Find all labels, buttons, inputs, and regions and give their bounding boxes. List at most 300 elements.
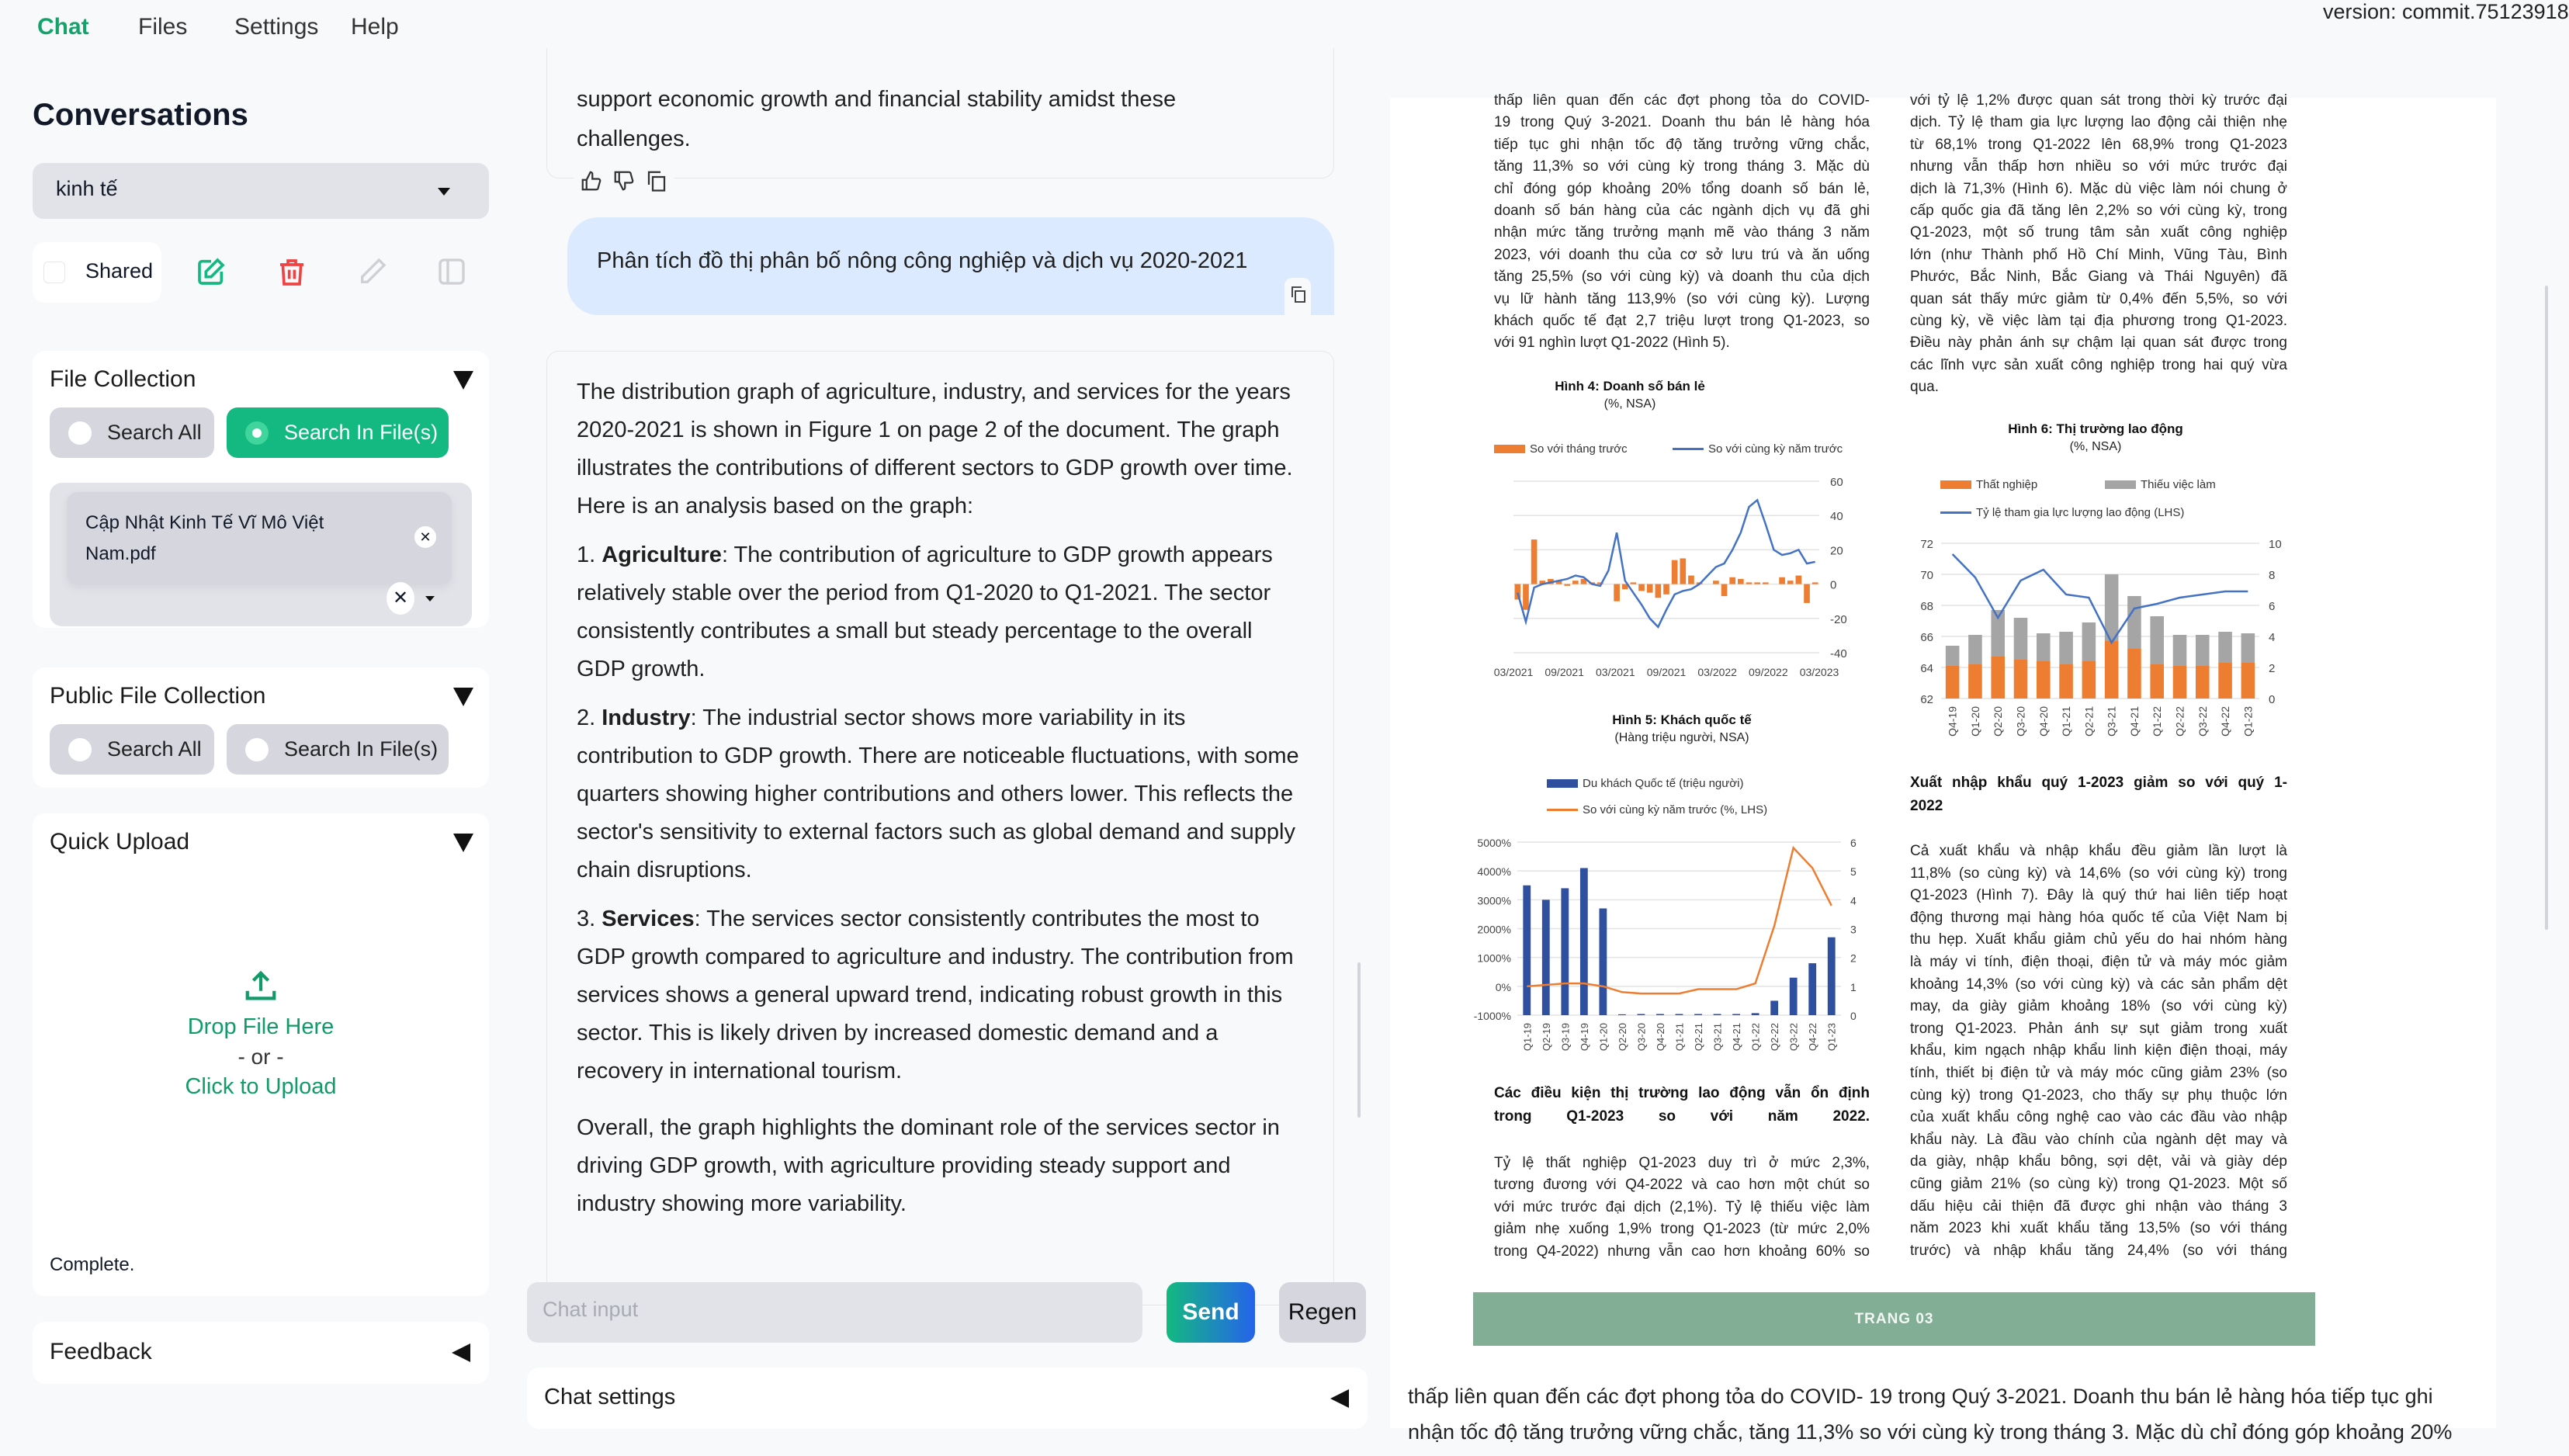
bar (1631, 582, 1637, 584)
y-left-tick-label: 5000% (1477, 837, 1511, 849)
figure-6-chart (1920, 538, 2282, 737)
bar (1655, 584, 1662, 598)
y-left-tick-label: 3000% (1477, 894, 1511, 907)
x-tick-label: Q4-22 (2219, 706, 2232, 737)
y-tick-label: 40 (1830, 510, 1843, 524)
bar (1676, 1014, 1683, 1015)
y-left-tick-label: 2000% (1477, 923, 1511, 936)
item-number: 2. (577, 705, 602, 730)
bar-unemployment (2059, 664, 2073, 699)
y-right-tick-label: 4 (1850, 894, 1857, 907)
doc-line: da giày, nhập khẩu bông, sợi dệt, vải và giày dép (1910, 1153, 2287, 1170)
y-left-tick-label: 62 (1920, 693, 1933, 706)
bar (1656, 1014, 1664, 1015)
bar-unemployment (2218, 663, 2232, 699)
x-tick-label: 09/2021 (1545, 666, 1584, 678)
item-text: : The services sector consistently contributes the most to GDP growth compared to agriculture and industry. The contribution from services shows a general upward trend, indicating robust growth in this sector. This is likely driven by increased domestic demand and a recovery in international tourism. (577, 907, 1294, 1083)
doc-line: cùng kỳ) trong Q1-2023, cho thấy sự phụ thuộc lớn (1910, 1087, 2287, 1104)
legend-item (1494, 442, 1628, 456)
pencil-icon[interactable] (357, 256, 388, 287)
y-tick-label: 20 (1830, 544, 1843, 558)
series-line (1527, 848, 1831, 993)
x-tick-label: Q3-19 (1559, 1023, 1572, 1052)
x-tick-label: Q1-23 (2241, 706, 2255, 737)
doc-line: 2023, với doanh thu của cơ sở lưu trú và ăn uống (1494, 246, 1870, 263)
x-tick-label: Q4-22 (1807, 1023, 1819, 1052)
doc-line: Phước, Bắc Ninh, Bắc Giang và Thái Nguyên) đã (1910, 269, 2287, 286)
doc-line: may, da giày giảm khoảng 18% (so với cùng kỳ) (1910, 998, 2287, 1015)
x-tick-label: Q4-21 (1731, 1023, 1743, 1052)
thumbs-down-icon[interactable] (612, 169, 636, 192)
doc-line: động thương mại hàng hóa quốc tế của Việt Nam bị (1910, 909, 2287, 926)
response-item (577, 699, 1304, 889)
x-tick-label: Q2-20 (1992, 706, 2005, 737)
legend-label: So với cùng kỳ năm trước (1708, 442, 1843, 456)
doc-line: nhận mức tăng trưởng mạnh mẽ vào tháng 3 năm (1494, 224, 1870, 241)
bar-unemployment (2082, 661, 2096, 699)
doc-line: doanh số bán hàng của các ngành dịch vụ đã ghi (1494, 203, 1870, 219)
bar (1672, 560, 1678, 584)
radio-label: Search In File(s) (284, 421, 439, 444)
bar (1638, 584, 1645, 591)
y-right-tick-label: 0 (2269, 693, 2276, 706)
legend-item (1940, 478, 2037, 491)
radio-selected-icon (245, 421, 269, 445)
legend-label: Thất nghiệp (1976, 478, 2038, 491)
tab-help[interactable]: Help (351, 14, 399, 40)
upload-dropzone[interactable] (33, 969, 489, 1124)
y-left-tick-label: 0% (1495, 980, 1511, 993)
bar-underemployment (2196, 635, 2210, 666)
doc-line: quan sát thấy mức giảm từ 0,4% đến 5,5%, so với (1910, 290, 2287, 307)
legend-label: Du khách Quốc tế (triệu người) (1583, 777, 1744, 790)
figure-subtitle: (%, NSA) (1603, 397, 1656, 411)
legend-swatch (1940, 511, 1971, 514)
legend-swatch (1547, 809, 1578, 811)
figure-subtitle: (%, NSA) (2069, 440, 2122, 453)
x-tick-label: 03/2021 (1596, 666, 1635, 678)
document-preview (1390, 92, 2496, 1444)
doc-line: trong Q1-2023 so với năm 2022. (1494, 1108, 1870, 1125)
bar-unemployment (2014, 660, 2028, 699)
conversation-select-value: kinh tế (56, 177, 118, 200)
x-tick-label: Q4-20 (1654, 1023, 1666, 1052)
bar (1738, 579, 1744, 584)
y-right-tick-label: 6 (2269, 600, 2276, 613)
bar-unemployment (2105, 641, 2119, 699)
bar (1754, 582, 1760, 584)
x-tick-label: Q1-21 (2060, 706, 2073, 737)
bar (1694, 1014, 1702, 1015)
bar (1688, 576, 1694, 584)
figure-5-chart (1473, 837, 1857, 1052)
click-upload-label[interactable]: Click to Upload (185, 1074, 337, 1099)
bar-underemployment (2241, 633, 2255, 663)
doc-line: Các điều kiện thị trường lao động vẫn ổn định (1494, 1085, 1870, 1101)
trash-icon[interactable] (276, 256, 307, 289)
bar (1732, 1014, 1740, 1015)
doc-line: khẩu, kim ngạch nhập khẩu linh kiện điện thoại, máy (1910, 1042, 2287, 1059)
doc-line: của xuất khẩu công nghệ cao vào các đầu vào nhập (1910, 1109, 2287, 1126)
bar-unemployment (2037, 661, 2051, 699)
file-collection-title: File Collection (50, 366, 196, 392)
legend-label: So với cùng kỳ năm trước (%, LHS) (1583, 803, 1768, 816)
extracted-text (1408, 1378, 2452, 1450)
x-tick-label: Q1-19 (1521, 1023, 1534, 1052)
bar (1746, 582, 1753, 584)
doc-line: Q1-2023 (Hình 7). Đây là quý thứ hai liên tiếp hoạt (1910, 887, 2287, 904)
bar (1721, 584, 1728, 596)
radio-label: Search In File(s) (284, 737, 439, 761)
legend-item (1673, 442, 1843, 456)
bar (1663, 584, 1669, 595)
legend-swatch (1673, 448, 1704, 450)
doc-line: trước) và nhập khẩu tăng 24,4% (so với tháng (1910, 1242, 2287, 1259)
doc-line: cũng giảm 21% (so cùng kỳ) trong Q1-2023. Một số (1910, 1176, 2287, 1192)
legend-swatch (1940, 480, 1971, 489)
bar (1523, 584, 1529, 610)
document-scrollbar[interactable] (2545, 286, 2548, 930)
x-tick-label: Q1-22 (1749, 1023, 1762, 1052)
chat-scrollbar[interactable] (1357, 962, 1361, 1118)
feedback-title: Feedback (50, 1339, 152, 1364)
doc-line: tăng 11,3% so với cùng kỳ trong tháng 3. Mặc dù (1494, 158, 1870, 175)
copy-user-message[interactable] (1284, 278, 1311, 315)
doc-line: trong Q4-2022) nhưng vẫn cao hơn khoảng 60% so (1494, 1243, 1870, 1260)
file-chip (67, 492, 452, 585)
radio-icon (68, 738, 92, 761)
radio-label: Search All (107, 737, 202, 761)
y-left-tick-label: 66 (1920, 631, 1933, 644)
shared-toggle[interactable] (33, 242, 161, 303)
y-left-tick-label: 70 (1920, 569, 1933, 582)
doc-line: Xuất nhập khẩu quý 1-2023 giảm so với quý 1- (1910, 775, 2287, 791)
response-item (577, 900, 1304, 1090)
extracted-line: thấp liên quan đến các đợt phong tỏa do COVID- 19 trong Quý 3-2021. Doanh thu bán lẻ hàng hóa tiếp tục ghi (1408, 1385, 2433, 1408)
doc-line: tương đương với Q4-2022 và cao hơn một chút so (1494, 1177, 1870, 1194)
y-right-tick-label: 8 (2269, 569, 2276, 582)
y-left-tick-label: 1000% (1477, 952, 1511, 965)
sidebar-panel-icon[interactable] (436, 256, 467, 287)
x-tick-label: Q1-20 (1968, 706, 1981, 737)
y-left-tick-label: -1000% (1473, 1010, 1511, 1022)
legend-label: Thiếu việc làm (2141, 478, 2216, 491)
public-search-in-files-radio[interactable] (227, 724, 449, 775)
chat-input[interactable] (527, 1282, 1142, 1343)
user-message-text: Phân tích đồ thị phân bố nông công nghiệp và dịch vụ 2020-2021 (597, 248, 1248, 273)
file-chip-name: Cập Nhật Kinh Tế Vĩ Mô Việt Nam.pdf (85, 512, 324, 564)
doc-line: là máy vi tính, điện thoại, điện tử và máy móc giảm (1910, 954, 2287, 970)
doc-line: lớn (như Thành phố Hồ Chí Minh, Vũng Tàu, Bình (1910, 246, 2287, 263)
item-text: : The industrial sector shows more variability in its contribution to GDP growth. There are noticeable fluctuations, with some quarters showing higher contributions and others lower. This reflects the sector's sensitivity to external factors such as global demand and supply chain disruptions. (577, 705, 1299, 882)
radio-icon (68, 421, 92, 445)
doc-line: trong Q1-2023. Phản ánh sự sụt giảm trong xuất (1910, 1020, 2287, 1037)
figure-title: Hình 6: Thị trường lao động (2008, 421, 2183, 436)
public-file-collection-title: Public File Collection (50, 683, 266, 709)
doc-line: Điều này phản ánh sự chậm lại quan sát được trong (1910, 335, 2287, 352)
chat-settings-panel[interactable] (527, 1368, 1368, 1429)
x-tick-label: 09/2022 (1749, 666, 1788, 678)
item-number: 1. (577, 543, 602, 567)
item-term: Industry (602, 705, 691, 730)
bar (1729, 577, 1735, 584)
dropdown-caret-icon[interactable] (425, 596, 435, 601)
doc-line: dịch. Tỷ lệ tham gia lực lượng lao động cải thiện nhẹ (1910, 114, 2287, 131)
or-label: - or - (237, 1045, 284, 1069)
x-tick-label: Q1-21 (1673, 1023, 1686, 1052)
y-left-tick-label: 4000% (1477, 865, 1511, 879)
doc-line: 11,8% (so cùng kỳ) và 14,6% (so với cùng kỳ) trong (1910, 865, 2287, 882)
shared-checkbox[interactable] (43, 262, 65, 283)
sidebar-title: Conversations (33, 98, 248, 132)
bar-underemployment (2218, 632, 2232, 663)
copy-icon (1289, 284, 1308, 304)
doc-line: khẩu này. Là đầu vào chính của ngành dệt may và (1910, 1131, 2287, 1148)
bar (1787, 581, 1794, 584)
doc-line: tiếp tục ghi nhận tốc độ tăng trưởng vững chắc, (1494, 136, 1870, 153)
bar-underemployment (2173, 635, 2187, 666)
edit-icon[interactable] (196, 256, 227, 287)
doc-line: tính, thiết bị điện tử và máy móc cũng giảm 23% (so (1910, 1065, 2287, 1081)
x-tick-label: 03/2022 (1697, 666, 1737, 678)
search-in-files-radio[interactable] (227, 407, 449, 458)
upload-icon (243, 969, 279, 1004)
y-left-tick-label: 68 (1920, 600, 1933, 613)
quick-upload-title: Quick Upload (50, 829, 190, 855)
x-tick-label: Q3-22 (1787, 1023, 1800, 1052)
x-tick-label: Q4-21 (2127, 706, 2141, 737)
bar (1828, 938, 1836, 1015)
radio-icon (245, 738, 269, 761)
extracted-line: nhận tốc độ tăng trưởng vững chắc, tăng 11,3% so với cùng kỳ trong tháng 3. Mặc dù chỉ đóng góp khoảng 20% (1408, 1420, 2453, 1444)
legend-label: Tỷ lệ tham gia lực lượng lao động (LHS) (1976, 506, 2185, 519)
bar (1614, 584, 1620, 601)
item-number: 3. (577, 907, 602, 931)
doc-line: Q1-2023, một số trung tâm sản xuất công nghiệp (1910, 224, 2287, 241)
bar (1572, 581, 1579, 584)
doc-line: Cả xuất khẩu và nhập khẩu đều giảm lần lượt là (1910, 843, 2287, 859)
expand-caret-icon[interactable] (1330, 1389, 1349, 1408)
bar (1752, 1013, 1759, 1015)
bar-unemployment (1968, 664, 1982, 699)
bar (1618, 1014, 1626, 1015)
file-multiselect[interactable] (50, 483, 472, 626)
bar (1714, 1014, 1721, 1015)
doc-line: với mức trước đại dịch (2,1%). Tỷ lệ thiếu việc làm (1494, 1198, 1870, 1215)
bar (1564, 584, 1570, 586)
copy-icon[interactable] (645, 169, 668, 192)
legend-item (2105, 478, 2216, 491)
bar (1796, 576, 1802, 584)
bar (1647, 584, 1653, 593)
bar-unemployment (2127, 649, 2141, 699)
doc-line: qua. (1910, 379, 1939, 396)
bar-underemployment (2059, 632, 2073, 664)
doc-line: chỉ đóng góp khoảng 20% tổng doanh số bán lẻ, (1494, 180, 1870, 197)
doc-line: vụ lữ hành tăng 113,9% (so với cùng kỳ). Lượng (1494, 290, 1870, 307)
bar-unemployment (2196, 666, 2210, 699)
x-tick-label: Q2-21 (1693, 1023, 1705, 1052)
y-right-tick-label: 0 (1850, 1010, 1857, 1022)
doc-line: 2022 (1910, 798, 1943, 814)
bar-unemployment (1991, 657, 2005, 699)
y-right-tick-label: 2 (1850, 952, 1857, 965)
thumbs-up-icon[interactable] (580, 169, 603, 192)
clear-all-icon[interactable]: ✕ (387, 582, 414, 615)
bar (1812, 582, 1818, 584)
doc-line: giảm nhẹ xuống 1,9% trong Q1-2023 (từ mức 2,0% (1494, 1221, 1870, 1238)
x-tick-label: Q3-20 (2014, 706, 2027, 737)
doc-line: cùng kỳ, về việc làm tại địa phương trong Q1-2023. (1910, 313, 2287, 329)
bar (1638, 1014, 1645, 1015)
series-line (1517, 500, 1815, 627)
doc-line: khoảng 14,3% (so với cùng kỳ) và các sản phẩm dệt (1910, 976, 2287, 993)
bot-response (546, 351, 1334, 1305)
remove-file-icon[interactable]: ✕ (414, 526, 436, 548)
x-tick-label: Q2-22 (1769, 1023, 1781, 1052)
item-term: Agriculture (602, 543, 722, 567)
figure-title: Hình 4: Doanh số bán lẻ (1555, 379, 1705, 393)
doc-line: dấu hiệu cải thiện đã được ghi nhận vào tháng 3 (1910, 1198, 2287, 1215)
chat-settings-title: Chat settings (544, 1385, 676, 1409)
x-tick-label: Q3-21 (2105, 706, 2118, 737)
collapse-caret-icon[interactable] (453, 834, 473, 852)
tab-files[interactable]: Files (138, 14, 188, 40)
y-right-tick-label: 10 (2269, 538, 2282, 551)
doc-line: từ 68,1% trong Q1-2022 lên 68,9% trong Q1-2023 (1910, 136, 2287, 153)
drop-file-label: Drop File Here (187, 1014, 335, 1039)
y-right-tick-label: 2 (2269, 662, 2276, 675)
bar-underemployment (2150, 616, 2164, 664)
bar (1580, 868, 1588, 1015)
figure-4-chart (1493, 476, 1847, 678)
y-right-tick-label: 4 (2269, 631, 2276, 644)
x-tick-label: Q4-19 (1578, 1023, 1590, 1052)
bar-underemployment (2037, 633, 2051, 661)
bar (1790, 978, 1798, 1015)
x-tick-label: 03/2021 (1493, 666, 1534, 678)
y-tick-label: 0 (1830, 578, 1837, 592)
bar-unemployment (2150, 664, 2164, 699)
bar-unemployment (2173, 666, 2187, 699)
bar (1713, 581, 1719, 584)
public-file-collection-panel (33, 667, 489, 788)
y-tick-label: 60 (1830, 476, 1843, 489)
upload-status: Complete. (50, 1254, 135, 1275)
message-actions (574, 169, 674, 192)
feedback-panel[interactable] (33, 1322, 489, 1384)
doc-line: năm 2023 khi xuất khẩu tăng 13,5% (so với tháng (1910, 1220, 2287, 1237)
doc-line: 19 trong Quý 3-2021. Doanh thu bán lẻ hàng hóa (1494, 114, 1870, 131)
prev-bot-message (546, 48, 1334, 179)
radio-label: Search All (107, 421, 202, 444)
x-tick-label: Q1-20 (1597, 1023, 1610, 1052)
y-right-tick-label: 6 (1850, 837, 1857, 849)
bar (1763, 582, 1769, 584)
search-all-radio[interactable] (50, 407, 214, 458)
collapse-caret-icon[interactable] (453, 371, 473, 390)
response-item (577, 536, 1304, 688)
bar (1531, 539, 1538, 584)
figure-subtitle: (Hàng triệu người, NSA) (1614, 731, 1749, 744)
prev-message-text: challenges. (577, 127, 691, 151)
bar (1680, 558, 1686, 584)
x-tick-label: Q3-22 (2196, 706, 2209, 737)
response-conclusion: Overall, the graph highlights the dominant role of the services sector in driving GDP growth, with agriculture providing steady support and industry showing more variability. (577, 1115, 1280, 1216)
doc-line: các lĩnh vực sản xuất công nghiệp trong hai quý vừa (1910, 356, 2287, 373)
bar-underemployment (2127, 596, 2141, 649)
x-tick-label: 03/2023 (1799, 666, 1839, 678)
bar (1779, 577, 1785, 584)
doc-line: Tỷ lệ thất nghiệp Q1-2023 duy trì ở mức 2,3%, (1494, 1155, 1870, 1171)
x-tick-label: Q2-20 (1616, 1023, 1628, 1052)
doc-line: khách quốc tế đạt 2,7 triệu lượt trong Q1-2023, so (1494, 313, 1870, 329)
legend-item (1940, 506, 2184, 519)
bar (1542, 900, 1550, 1015)
x-tick-label: 09/2021 (1646, 666, 1687, 678)
public-search-all-radio[interactable] (50, 724, 214, 775)
bar-underemployment (2082, 622, 2096, 661)
x-tick-label: Q3-20 (1635, 1023, 1648, 1052)
figure-title: Hình 5: Khách quốc tế (1612, 712, 1752, 727)
bar (1804, 584, 1810, 603)
doc-line: thu hẹp. Xuất khẩu giảm chủ yếu do hai nhóm hàng (1910, 931, 2287, 948)
item-text: : The contribution of agriculture to GDP growth appears relatively stable over the period from Q1-2020 to Q1-2021. The sector consistently contributes a small but steady percentage to the overall GDP growth. (577, 543, 1273, 681)
x-tick-label: Q3-21 (1711, 1023, 1724, 1052)
tab-settings[interactable]: Settings (234, 14, 319, 40)
x-tick-label: Q4-20 (2037, 706, 2050, 737)
page-footer: TRANG 03 (1473, 1292, 2315, 1346)
y-tick-label: -20 (1830, 612, 1847, 626)
shared-label: Shared (85, 259, 154, 283)
regen-button[interactable]: Regen (1279, 1282, 1366, 1343)
collapse-caret-icon[interactable] (453, 688, 473, 706)
doc-line: cấp quốc gia đã tăng lên 2,2% so với cùng kỳ, trong (1910, 203, 2287, 219)
tab-chat[interactable]: Chat (37, 14, 89, 40)
send-button[interactable]: Send (1167, 1282, 1255, 1343)
bar-unemployment (1946, 666, 1960, 699)
legend-swatch (1494, 445, 1525, 453)
y-right-tick-label: 5 (1850, 865, 1857, 879)
x-tick-label: Q1-22 (2151, 706, 2164, 737)
x-tick-label: Q2-21 (2082, 706, 2096, 737)
prev-message-cut: support economic growth and financial stability amidst these (577, 87, 1177, 112)
user-message (567, 217, 1334, 315)
doc-line: tăng 25,5% (so với cùng kỳ) và doanh thu của dịch (1494, 269, 1870, 286)
bar-underemployment (1968, 635, 1982, 664)
bar (1523, 886, 1531, 1015)
bar (1599, 908, 1607, 1015)
y-left-tick-label: 72 (1920, 538, 1933, 551)
legend-swatch (2105, 480, 2136, 489)
expand-caret-icon[interactable] (452, 1343, 470, 1362)
bar (1561, 888, 1569, 1015)
doc-line: dịch là 71,3% (Hình 6). Mặc dù việc làm nói chung ở (1910, 180, 2287, 197)
doc-line: với 91 nghìn lượt Q1-2022 (Hình 5). (1494, 335, 1730, 352)
bar (1808, 963, 1816, 1015)
legend-swatch (1547, 779, 1578, 788)
legend-label: So với tháng trước (1530, 442, 1628, 456)
bar-underemployment (2014, 618, 2028, 660)
bar-unemployment (2241, 663, 2255, 699)
legend-item (1547, 777, 1743, 790)
y-tick-label: -40 (1830, 647, 1847, 660)
y-left-tick-label: 64 (1920, 662, 1933, 675)
bar (1770, 1000, 1778, 1015)
conversation-select[interactable] (33, 163, 489, 219)
x-tick-label: Q2-19 (1540, 1023, 1552, 1052)
x-tick-label: Q1-23 (1825, 1023, 1838, 1052)
